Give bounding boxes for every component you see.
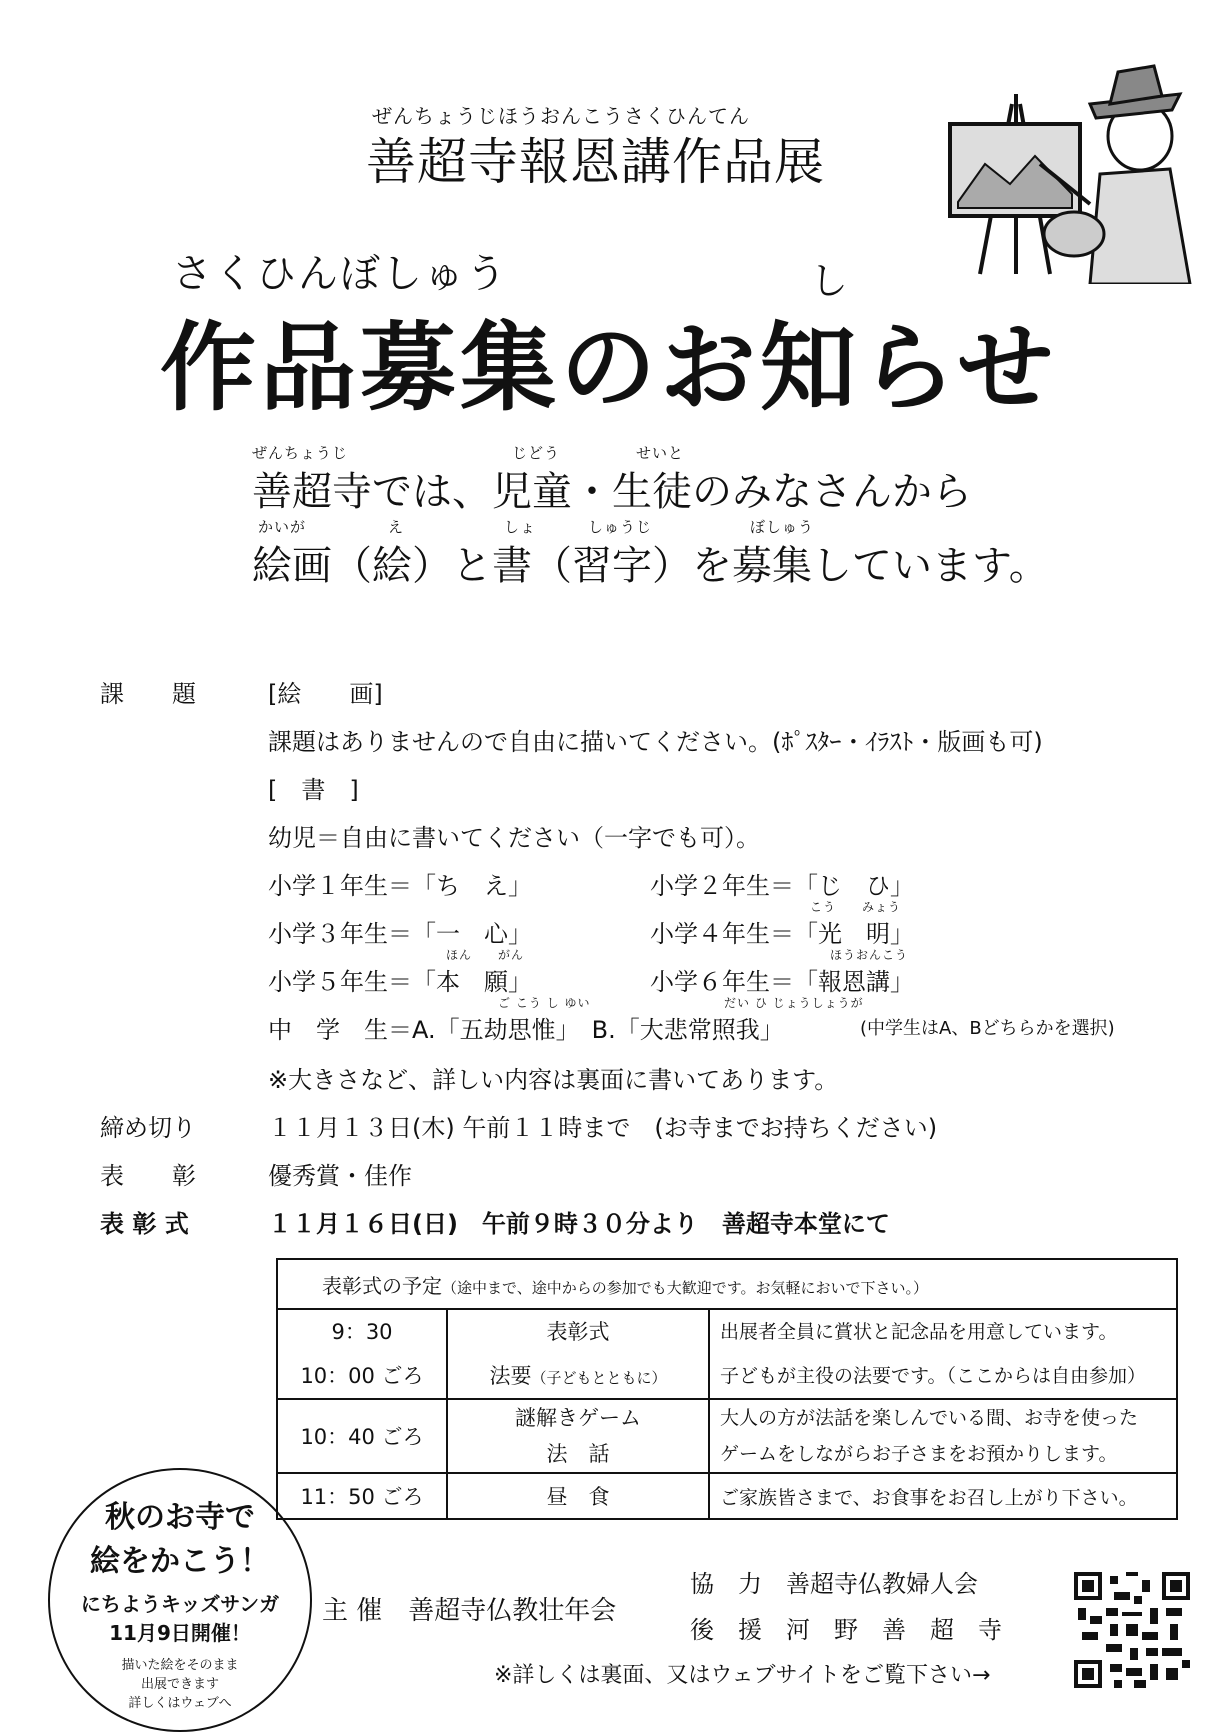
event-title-ruby: ぜんちょうじほうおんこうさくひんてん [372,104,750,128]
grade-4-ruby: こう みょう [810,900,902,914]
middle-school: 中 学 生＝A.「五劫思惟」 B.「大悲常照我」 [268,1016,784,1044]
schedule-header-row [277,1259,1177,1309]
grade-6-ruby: ほうおんこう [830,948,909,962]
badge-line-2: 絵をかこう！ [90,1544,270,1579]
schedule-time: 9：30 [331,1320,393,1344]
intro-ruby-kaiga: かいが [258,518,307,536]
intro-ruby-e: え [388,518,405,536]
main-title-ruby-shi: し [810,259,849,303]
ceremony: １１月１６日(日) 午前９時３０分より 善超寺本堂にて [268,1210,890,1238]
more-info: ※詳しくは裏面、又はウェブサイトをご覧下さい→ [494,1663,991,1688]
schedule-table [276,1258,1178,1520]
cooperation: 協 力 善超寺仏教婦人会 [690,1570,978,1598]
schedule-time: 10：40 ごろ [277,1399,447,1473]
grade-6: 小学６年生＝「報恩講」 [650,968,914,996]
schedule-event-note: （子どもとともに） [531,1369,667,1387]
preschool-text: 幼児＝自由に書いてください（一字でも可）。 [268,824,760,852]
table-row [277,1399,1177,1473]
qr-code-icon[interactable] [1074,1572,1190,1688]
badge-line-3: にちようキッズサンガ [80,1592,280,1616]
schedule-desc: 子どもが主役の法要です。（ここからは自由参加） [720,1365,1146,1387]
badge-line-6: 出展できます [140,1677,219,1692]
remark: ※大きさなど、詳しい内容は裏面に書いてあります。 [268,1066,839,1094]
schedule-desc: 出展者全員に賞状と記念品を用意しています。 [720,1321,1118,1343]
schedule-header-note: （途中まで、途中からの参加でも大歓迎です。お気軽においで下さい。） [442,1278,929,1297]
painter-illustration [940,64,1200,284]
calligraphy-header: [ 書 ] [268,776,359,804]
badge-line-1: 秋のお寺で [105,1500,255,1535]
middle-ruby-a: ご こう し ゆい [498,996,591,1010]
main-title: 作品募集のお知らせ [160,312,1058,424]
intro-line-2: 絵画（絵）と書（習字）を募集しています。 [252,543,1049,589]
main-title-ruby: さくひんぼしゅう [172,251,508,297]
grade-3: 小学３年生＝「一 心」 [268,920,532,948]
intro-line-1: 善超寺では、児童・生徒のみなさんから [252,469,972,515]
kids-sangha-badge [48,1468,312,1732]
table-row [277,1473,1177,1519]
schedule-time: 10：00 ごろ [300,1364,424,1388]
middle-note: (中学生はA、Bどちらかを選択) [860,1018,1115,1039]
schedule-event: 表彰式 [546,1320,610,1344]
grade-2: 小学２年生＝「じ ひ」 [650,872,914,900]
deadline-label: 締め切り [100,1114,196,1142]
schedule-event: 法要 [489,1364,532,1388]
ceremony-label: 表 彰 式 [100,1210,189,1238]
painting-header: [絵 画] [268,680,383,708]
grade-1: 小学１年生＝「ち え」 [268,872,532,900]
intro-ruby-sho: しょ [504,518,537,536]
badge-line-5: 描いた絵をそのまま [121,1658,239,1673]
host: 主 催 善超寺仏教壮年会 [322,1596,617,1626]
intro-ruby-seito: せいと [636,444,685,462]
grade-5: 小学５年生＝「本 願」 [268,968,532,996]
schedule-desc: ゲームをしながらお子さまをお預かりします。 [720,1443,1118,1465]
theme-label: 課 題 [100,680,196,708]
intro-ruby-jidou: じどう [512,444,561,462]
schedule-desc: 大人の方が法話を楽しんでいる間、お寺を使った [720,1407,1139,1429]
support: 後 援 河 野 善 超 寺 [690,1616,1002,1644]
grade-4: 小学４年生＝「光 明」 [650,920,914,948]
schedule-event: 昼 食 [447,1473,709,1519]
award-label: 表 彰 [100,1162,196,1190]
middle-ruby-b: だい ひ じょうしょうが [724,996,864,1010]
schedule-event: 謎解きゲーム [515,1406,641,1430]
schedule-time: 11：50 ごろ [277,1473,447,1519]
intro-ruby-shuuji: しゅうじ [588,518,653,536]
table-row [277,1309,1177,1399]
badge-line-7: 詳しくはウェブへ [128,1696,232,1711]
grade-5-ruby: ほん がん [446,948,525,962]
award: 優秀賞・佳作 [268,1162,412,1190]
event-title: 善超寺報恩講作品展 [366,133,825,191]
schedule-event: 法 話 [546,1442,610,1466]
badge-line-4: 11月9日開催！ [109,1621,251,1645]
intro-ruby-zenchoji: ぜんちょうじ [252,444,349,462]
painting-text: 課題はありませんので自由に描いてください。(ﾎﾟｽﾀｰ・ｲﾗｽﾄ・版画も可) [268,728,1043,756]
intro-ruby-boshuu: ぼしゅう [750,518,815,536]
schedule-desc: ご家族皆さまで、お食事をお召し上がり下さい。 [709,1473,1177,1519]
deadline: １１月１３日(木) 午前１１時まで (お寺までお持ちください) [268,1114,938,1142]
schedule-header: 表彰式の予定 [322,1273,442,1298]
